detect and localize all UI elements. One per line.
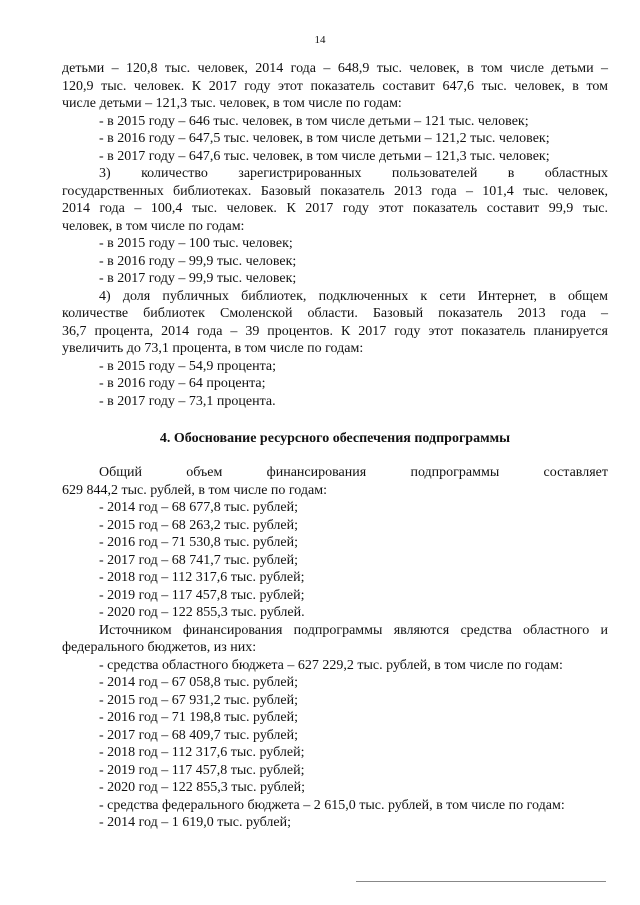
- text-line: 2014 года – 100,4 тыс. человек. К 2017 году этот показатель составит 99,9 тыс.: [62, 201, 608, 216]
- list-item: - в 2015 году – 54,9 процента;: [99, 358, 276, 374]
- list-item: - 2016 год – 71 198,8 тыс. рублей;: [99, 710, 299, 725]
- text-line: 120,9 тыс. человек. К 2017 году этот показатель составит 647,6 тыс. человек, в том: [62, 78, 608, 94]
- list-item: - в 2015 году – 646 тыс. человек, в том числе детьми – 121 тыс. человек;: [99, 113, 529, 129]
- list-item: - 2017 год – 68 741,7 тыс. рублей;: [99, 552, 299, 568]
- list-item: - в 2017 году – 99,9 тыс. человек;: [99, 271, 297, 286]
- text-line: человек, в том числе по годам:: [62, 218, 245, 234]
- page-body: [62, 60, 608, 832]
- text-line: 36,7 процента, 2014 года – 39 процентов. К 2017 году этот показатель планируется: [62, 323, 608, 339]
- list-item: - в 2016 году – 647,5 тыс. человек, в том числе детьми – 121,2 тыс. человек;: [99, 131, 550, 146]
- list-item: - в 2017 году – 73,1 процента.: [99, 393, 276, 409]
- text-line: увеличить до 73,1 процента, в том числе по годам:: [62, 341, 364, 356]
- list-item: - в 2017 году – 647,6 тыс. человек, в том числе детьми – 121,3 тыс. человек;: [99, 148, 550, 164]
- text-line: федерального бюджетов, из них:: [62, 640, 257, 655]
- list-item: - в 2016 году – 64 процента;: [99, 376, 266, 391]
- list-item: - 2014 год – 68 677,8 тыс. рублей;: [99, 500, 299, 515]
- text-line: количестве библиотек Смоленской области. Базовый показатель 2013 года –: [62, 306, 608, 321]
- list-item: - 2014 год – 67 058,8 тыс. рублей;: [99, 675, 299, 690]
- list-item: - 2020 год – 122 855,3 тыс. рублей;: [99, 780, 306, 795]
- list-item: - средства федерального бюджета – 2 615,0 тыс. рублей, в том числе по годам:: [99, 797, 565, 813]
- list-item: - 2018 год – 112 317,6 тыс. рублей;: [99, 745, 305, 760]
- list-item: - 2016 год – 71 530,8 тыс. рублей;: [99, 535, 299, 550]
- section-heading: 4. Обоснование ресурсного обеспечения подпрограммы: [159, 431, 511, 446]
- list-item: - 2020 год – 122 855,3 тыс. рублей.: [99, 605, 305, 620]
- list-item: - 2015 год – 67 931,2 тыс. рублей;: [99, 692, 299, 708]
- text-line: Источником финансирования подпрограммы являются средства областного и: [99, 622, 608, 638]
- list-item: - 2015 год – 68 263,2 тыс. рублей;: [99, 517, 299, 533]
- spacer: [62, 450, 608, 464]
- list-item: - 2019 год – 117 457,8 тыс. рублей;: [99, 587, 305, 603]
- list-item: - 2018 год – 112 317,6 тыс. рублей;: [99, 570, 305, 585]
- list-item: - в 2015 году – 100 тыс. человек;: [99, 236, 293, 251]
- list-item: - 2019 год – 117 457,8 тыс. рублей;: [99, 762, 305, 778]
- text-line: 3) количество зарегистрированных пользователей в областных: [99, 166, 608, 181]
- page-number: 14: [314, 34, 326, 46]
- list-item: - 2014 год – 1 619,0 тыс. рублей;: [99, 815, 292, 830]
- spacer: [62, 410, 608, 428]
- list-item: - 2017 год – 68 409,7 тыс. рублей;: [99, 727, 299, 743]
- list-item: - средства областного бюджета – 627 229,2 тыс. рублей, в том числе по годам:: [99, 657, 563, 673]
- text-line: государственных библиотеках. Базовый показатель 2013 года – 101,4 тыс. человек,: [62, 183, 608, 199]
- text-line: 629 844,2 тыс. рублей, в том числе по годам:: [62, 482, 327, 498]
- text-line: 4) доля публичных библиотек, подключенных к сети Интернет, в общем: [99, 288, 608, 304]
- footer-rule: [356, 881, 606, 882]
- text-line: числе детьми – 121,3 тыс. человек, в том числе по годам:: [62, 96, 402, 111]
- text-line: детьми – 120,8 тыс. человек, 2014 года – 648,9 тыс. человек, в том числе детьми –: [62, 61, 608, 76]
- list-item: - в 2016 году – 99,9 тыс. человек;: [99, 253, 297, 269]
- text-line: Общий объем финансирования подпрограммы составляет: [99, 465, 608, 480]
